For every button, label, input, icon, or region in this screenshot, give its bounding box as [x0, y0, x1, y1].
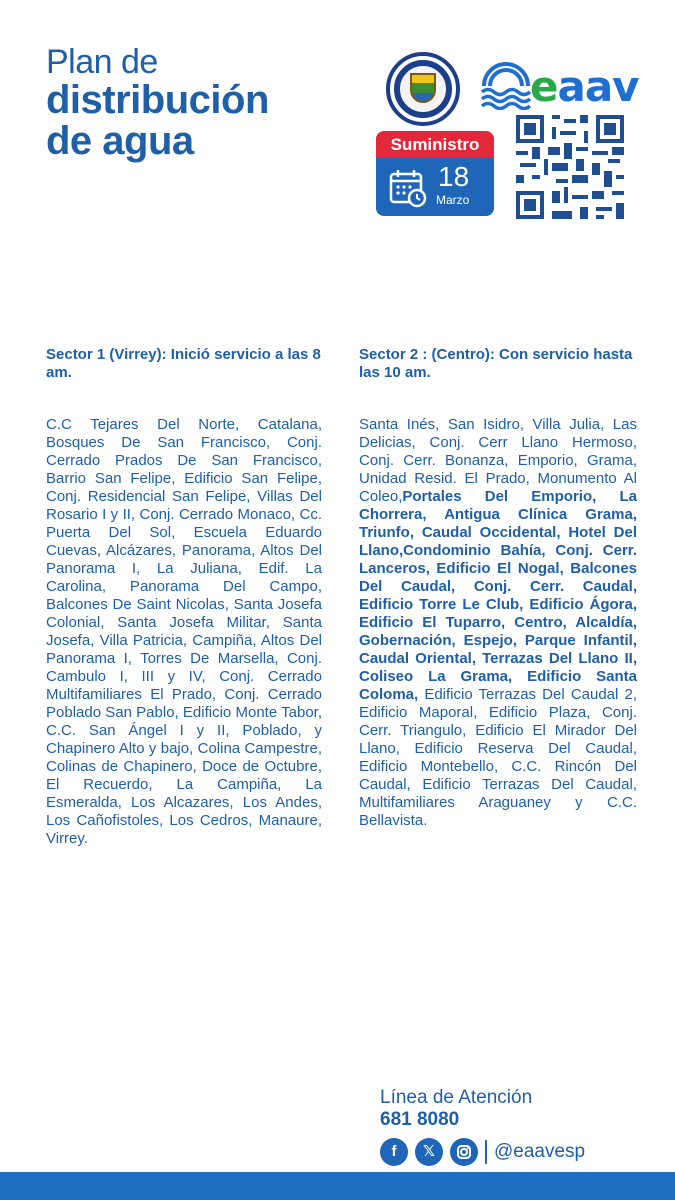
sector-1-neighborhoods: C.C Tejares Del Norte, Catalana, Bosques De San Francisco, Conj. Cerrado Prados De San Francisco, Barrio San Felipe, Edificio San Felipe, Conj. Residencial San Felipe, Villas Del Rosario I y II, Conj. Cerrado Monaco, Cc. Puerta Del Sol, Escuela Eduardo Cuevas, Alcázares, Panorama, Altos Del Panorama I, La Juliana, Edif. La Carolina, Panorama Del Campo, Balcones De Saint Nicolas, Santa Josefa Colonial, Santa Josefa Militar, Santa Josefa, Villa Patricia, Campiña, Altos Del Panorama I, Torres De Marsella, Conj. Cambulo I, III y IV, Conj. Cerrado Multifamiliares El Prado, Conj. Cerrado Poblado San Pablo, Edificio Monte Tabor, C.C. San Ángel I y II, Poblado, y Chapinero Alto y bajo, Colina Campestre, Colinas de Chapinero, Doce de Octubre, El Recuerdo, La Campiña, La Esmeralda, Los Alcazares, Los Andes, Los Cañofistoles, Los Cedros, Manaure, Virrey. [46, 416, 322, 847]
supply-day: 18 [438, 161, 470, 192]
social-handle[interactable]: @eaavesp [494, 1141, 586, 1162]
calendar-clock-icon [388, 168, 428, 208]
instagram-icon[interactable] [450, 1138, 478, 1166]
title-line-1: Plan de [46, 43, 158, 81]
page-title [46, 44, 346, 162]
alcaldia-seal-logo [386, 52, 460, 126]
supply-date-box [376, 158, 494, 216]
contact-block [380, 1087, 640, 1131]
sector-2-text-bold: Portales Del Emporio, La Chorrera, Antigua Clínica Grama, Triunfo, Caudal Occidental, Hotel Del Llano,Condominio Bahía, Conj. Cerr. Lanceros, Edificio El Nogal, Balcones Del Caudal, Conj. Cerr. Caudal, Edificio Torre Le Club, Edificio Ágora, Edificio El Tuparro, Centro, Alcaldía, Gobernación, Espejo, Parque Infantil, Caudal Oriental, Terrazas Del Llano II, Coliseo La Grama, Edificio Santa Coloma, [359, 488, 637, 703]
supply-label: Suministro [376, 131, 494, 158]
eaav-wordmark: eaav [530, 62, 639, 111]
title-line-2: distribución [46, 78, 269, 122]
contact-label: Línea de Atención [380, 1087, 533, 1108]
social-links [380, 1138, 640, 1166]
instagram-glyph [450, 1138, 478, 1166]
waves-icon [478, 60, 536, 110]
sector-1-heading: Sector 1 (Virrey): Inició servicio a las 8 am. [46, 346, 321, 381]
title-line-3: de agua [46, 119, 194, 163]
x-twitter-icon[interactable]: 𝕏 [415, 1138, 443, 1166]
seal-shield-icon [410, 73, 436, 103]
qr-code-icon[interactable] [516, 115, 624, 219]
facebook-icon[interactable]: f [380, 1138, 408, 1166]
sector-1-section [46, 346, 322, 848]
sector-2-neighborhoods [359, 416, 637, 830]
sector-2-heading: Sector 2 : (Centro): Con servicio hasta las 10 am. [359, 346, 633, 381]
sector-2-text-regular-1: Santa Inés, San Isidro, Villa Julia, Las Delicias, Conj. Cerr Llano Hermoso, Conj. Cerr. Bonanza, Emporio, Grama, Unidad Resid. El Prado, Monumento Al Coleo, [359, 416, 637, 505]
supply-month: Marzo [436, 193, 470, 207]
supply-date-badge [376, 131, 494, 216]
contact-phone[interactable]: 681 8080 [380, 1109, 460, 1130]
sector-2-section [359, 346, 637, 830]
social-divider [485, 1140, 487, 1164]
sector-2-text-regular-2: Edificio Terrazas Del Caudal 2, Edificio Maporal, Edificio Plaza, Conj. Cerr. Triangulo, Edificio El Mirador Del Llano, Edificio Reserva Del Caudal, Edificio Montebello, C.C. Rincón Del Caudal, Edificio Terrazas Del Caudal, Multifamiliares Araguaney y C.C. Bellavista. [359, 686, 637, 829]
footer-bar [0, 1172, 675, 1200]
eaav-logo [478, 60, 648, 110]
